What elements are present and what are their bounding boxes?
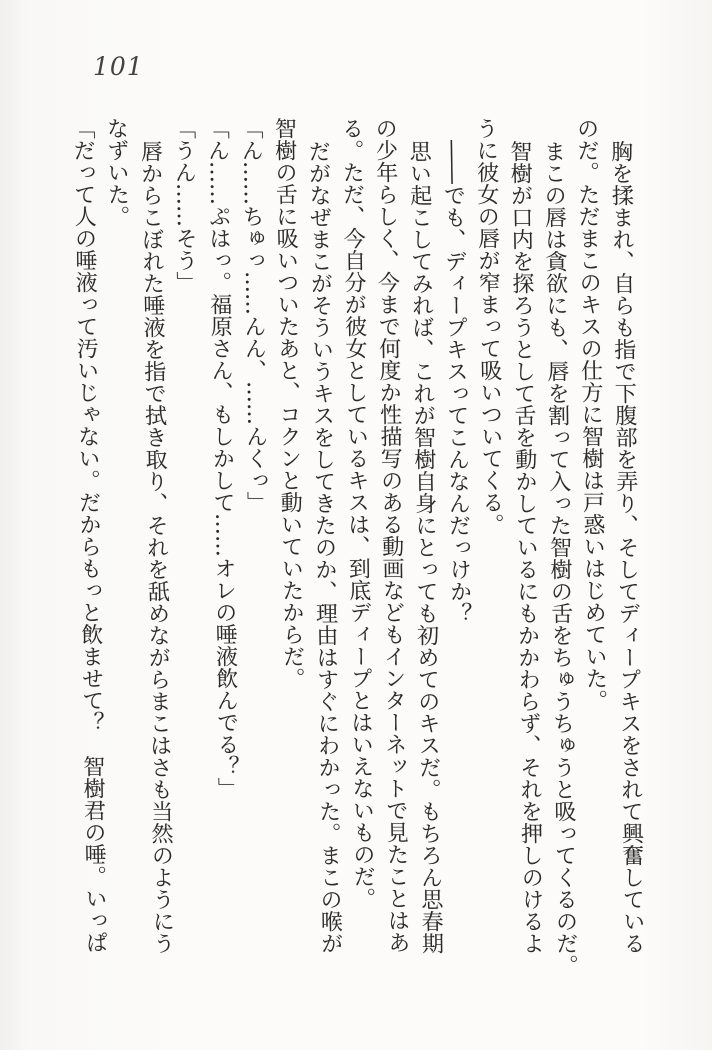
text-line: 唇からこぼれた唾液を指で拭き取り、それを舐めながらまこはさも当然のようにう [137, 140, 175, 954]
text-line: 胸を揉まれ、自らも指で下腹部を弄り、そしてディープキスをされて興奮している [607, 140, 646, 954]
text-line: 智樹の舌に吸いついたあと、コクンと動いていたからだ。 [271, 117, 306, 689]
text-line: なずいた。 [103, 117, 130, 227]
text-line: だがなぜまこがそういうキスをしてきたのか、理由はすぐにわかった。まこの喉が [305, 140, 343, 954]
page-number: 101 [93, 52, 144, 81]
text-line: 「ん……ぷはっ。福原さん、もしかして……オレの唾液飲んでる？」 [203, 117, 240, 799]
text-line: 「うん……そう」 [170, 117, 199, 293]
text-line: のだ。ただまこのキスの仕方に智樹は戸惑いはじめていた。 [573, 117, 608, 711]
text-line: ――でも、ディープキスってこんなんだっけか？ [439, 140, 472, 624]
text-line: 「ん……ちゅっ……んん、……んくっ」 [237, 117, 269, 513]
text-line: 「だって人の唾液って汚いじゃない。だからもっと飲ませて？ 智樹君の唾。いっぱ [69, 117, 108, 953]
text-line: の少年らしく、今まで何度か性描写のある動画などもインターネットで見たことはあ [371, 117, 410, 953]
text-line: る。ただ、今自分が彼女としているキスは、到底ディープとはいえないものだ。 [338, 117, 376, 909]
text-line: まこの唇は貪欲にも、唇を割って入った智樹の舌をちゅうちゅうと吸ってくるのだ。 [540, 140, 579, 976]
text-line: 思い起こしてみれば、これが智樹自身にとっても初めてのキスだ。もちろん思春期 [405, 140, 444, 954]
text-line: 智樹が口内を探ろうとして舌を動かしているにもかかわらず、それを押しのけるよ [506, 140, 545, 954]
text-area [65, 117, 650, 981]
text-line: うに彼女の唇が窄まって吸いついてくる。 [472, 117, 505, 535]
